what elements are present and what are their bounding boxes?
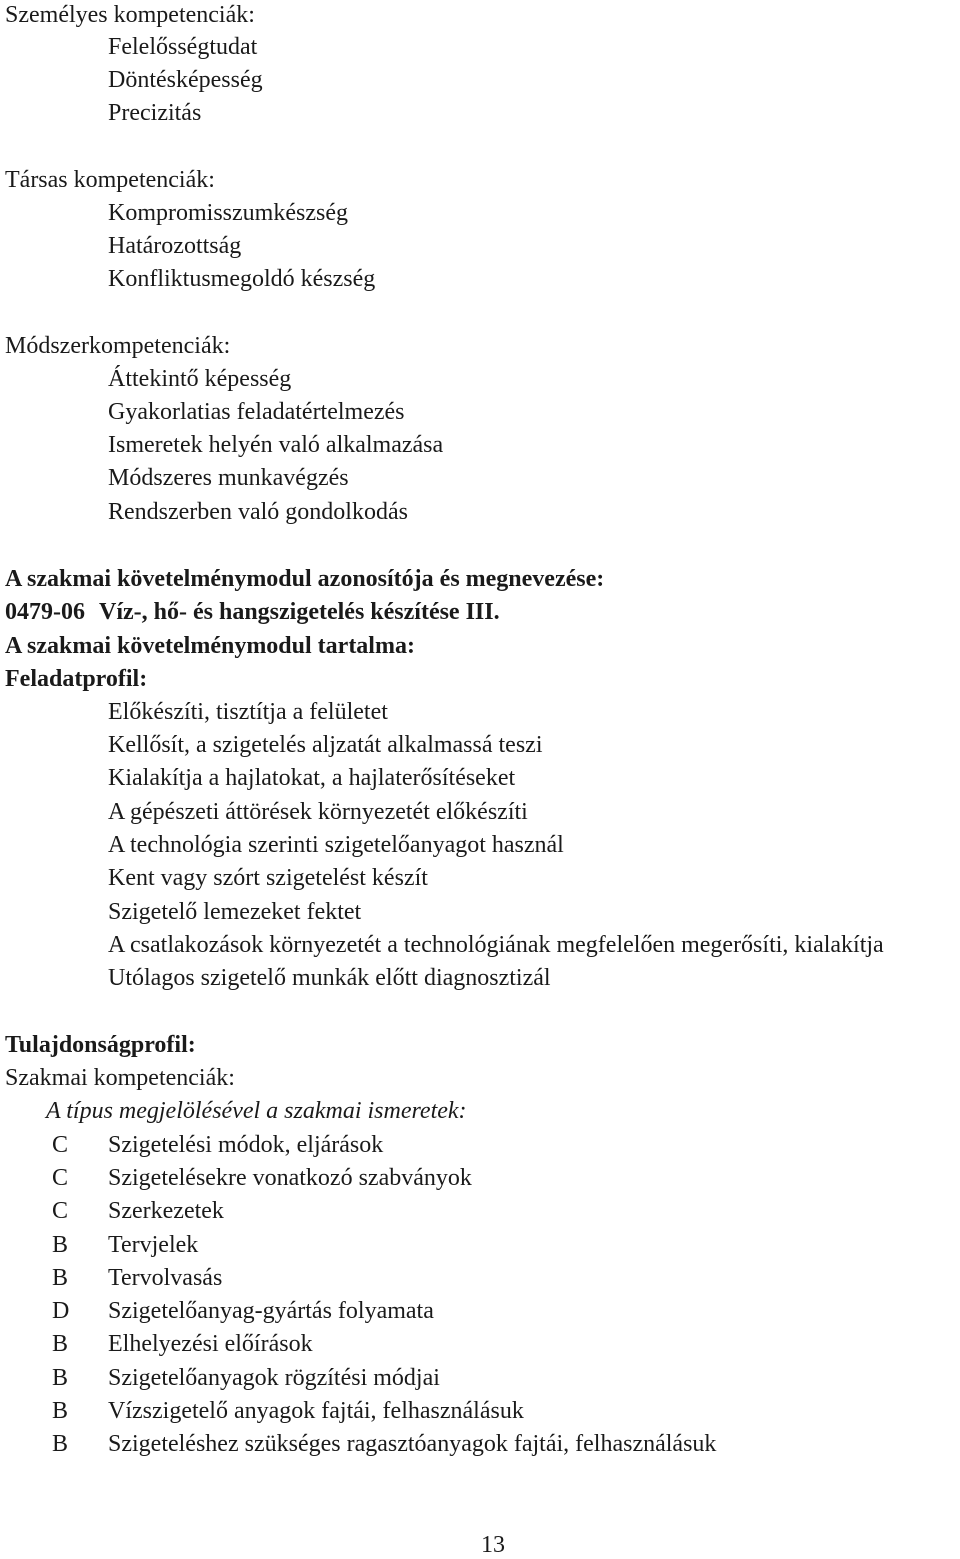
knowledge-type: B: [52, 1232, 69, 1258]
task-item: Előkészíti, tisztítja a felületet: [108, 699, 388, 725]
social-competency-item: Határozottság: [108, 233, 242, 259]
knowledge-type: B: [52, 1365, 69, 1391]
knowledge-type: C: [52, 1198, 69, 1224]
knowledge-type: D: [52, 1298, 70, 1324]
task-item: A technológia szerinti szigetelőanyagot használ: [108, 832, 564, 858]
knowledge-item: Tervolvasás: [108, 1265, 223, 1291]
knowledge-type: C: [52, 1165, 69, 1191]
knowledge-type: B: [52, 1331, 69, 1357]
method-competency-item: Módszeres munkavégzés: [108, 465, 349, 491]
social-competency-item: Konfliktusmegoldó készség: [108, 266, 376, 292]
personal-competency-item: Felelősségtudat: [108, 34, 258, 60]
task-item: A gépészeti áttörések környezetét előkészíti: [108, 799, 528, 825]
property-profile-heading: Tulajdonságprofil:: [5, 1032, 196, 1058]
task-item: A csatlakozások környezetét a technológiának megfelelően megerősíti, kialakítja: [108, 932, 884, 958]
social-competencies-heading: Társas kompetenciák:: [5, 167, 215, 193]
task-item: Utólagos szigetelő munkák előtt diagnosztizál: [108, 965, 551, 991]
knowledge-item: Szigetelésekre vonatkozó szabványok: [108, 1165, 472, 1191]
method-competency-item: Áttekintő képesség: [108, 366, 292, 392]
module-content-heading: A szakmai követelménymodul tartalma:: [5, 633, 415, 659]
task-profile-heading: Feladatprofil:: [5, 666, 148, 692]
personal-competency-item: Döntésképesség: [108, 67, 263, 93]
personal-competency-item: Precizitás: [108, 100, 202, 126]
method-competency-item: Rendszerben való gondolkodás: [108, 499, 408, 525]
module-id-heading: A szakmai követelménymodul azonosítója és megnevezése:: [5, 566, 605, 592]
knowledge-type: B: [52, 1398, 69, 1424]
knowledge-item: Szerkezetek: [108, 1198, 224, 1224]
knowledge-item: Tervjelek: [108, 1232, 199, 1258]
task-item: Szigetelő lemezeket fektet: [108, 899, 362, 925]
knowledge-item: Szigetelési módok, eljárások: [108, 1132, 384, 1158]
knowledge-item: Szigetelőanyag-gyártás folyamata: [108, 1298, 434, 1324]
type-note: A típus megjelölésével a szakmai ismeretek:: [46, 1098, 467, 1124]
method-competencies-heading: Módszerkompetenciák:: [5, 333, 231, 359]
module-name: Víz-, hő- és hangszigetelés készítése III.: [99, 599, 500, 625]
module-code: 0479-06: [5, 599, 85, 625]
task-item: Kellősít, a szigetelés aljzatát alkalmassá teszi: [108, 732, 543, 758]
task-item: Kent vagy szórt szigetelést készít: [108, 865, 428, 891]
knowledge-item: Vízszigetelő anyagok fajtái, felhasználásuk: [108, 1398, 524, 1424]
knowledge-type: C: [52, 1132, 69, 1158]
method-competency-item: Gyakorlatias feladatértelmezés: [108, 399, 405, 425]
professional-competencies-heading: Szakmai kompetenciák:: [5, 1065, 235, 1091]
knowledge-item: Szigeteléshez szükséges ragasztóanyagok fajtái, felhasználásuk: [108, 1431, 717, 1457]
method-competency-item: Ismeretek helyén való alkalmazása: [108, 432, 444, 458]
knowledge-type: B: [52, 1431, 69, 1457]
module-id-line: [5, 598, 500, 626]
knowledge-type: B: [52, 1265, 69, 1291]
knowledge-item: Elhelyezési előírások: [108, 1331, 313, 1357]
personal-competencies-heading: Személyes kompetenciák:: [5, 2, 255, 28]
knowledge-item: Szigetelőanyagok rögzítési módjai: [108, 1365, 440, 1391]
page-number: 13: [481, 1532, 505, 1558]
social-competency-item: Kompromisszumkészség: [108, 200, 348, 226]
task-item: Kialakítja a hajlatokat, a hajlaterősítéseket: [108, 765, 516, 791]
